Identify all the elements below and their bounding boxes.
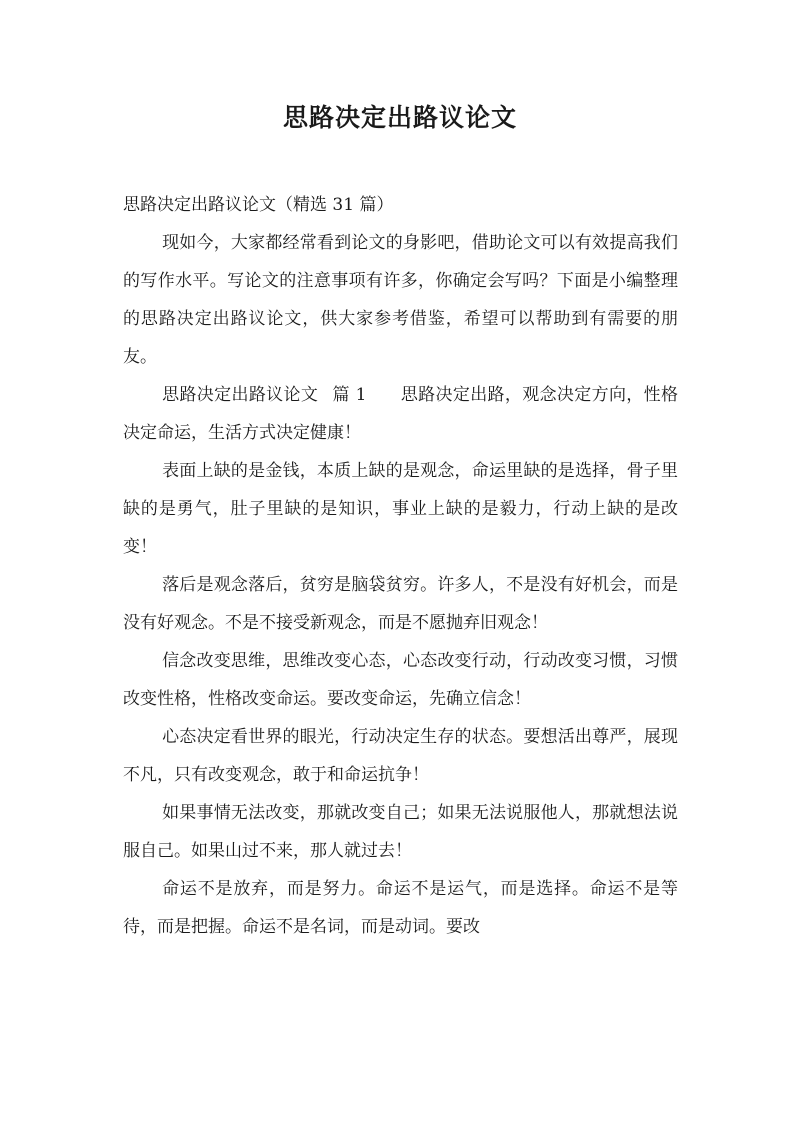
- body-paragraph: 命运不是放弃，而是努力。命运不是运气，而是选择。命运不是等待，而是把握。命运不是名词，而是动词。要改: [123, 879, 678, 937]
- document-title: 思路决定出路议论文: [282, 103, 517, 132]
- document-subtitle: 思路决定出路议论文（精选 31 篇）: [123, 195, 394, 215]
- document-body: [123, 186, 678, 946]
- body-paragraph: 如果事情无法改变，那就改变自己；如果无法说服他人，那就想法说服自己。如果山过不来，那人就过去！: [123, 803, 678, 861]
- body-paragraph: 落后是观念落后，贫穷是脑袋贫穷。许多人，不是没有好机会，而是没有好观念。不是不接受新观念，而是不愿抛弃旧观念！: [123, 575, 678, 633]
- section-lead: 思路决定出路，观念决定方向，性格决定命运，生活方式决定健康！: [123, 385, 678, 443]
- section-1-paragraph: [123, 376, 678, 452]
- intro-paragraph: 现如今，大家都经常看到论文的身影吧，借助论文可以有效提高我们的写作水平。写论文的注意事项有许多，你确定会写吗？下面是小编整理的思路决定出路议论文，供大家参考借鉴，希望可以帮助到有需要的朋友。: [123, 233, 678, 367]
- section-number: 篇 1: [332, 385, 367, 405]
- body-paragraph: 信念改变思维，思维改变心态，心态改变行动，行动改变习惯，习惯改变性格，性格改变命运。要改变命运，先确立信念！: [123, 651, 678, 709]
- body-paragraph: 心态决定看世界的眼光，行动决定生存的状态。要想活出尊严，展现不凡，只有改变观念，敢于和命运抗争！: [123, 727, 678, 785]
- section-heading: 思路决定出路议论文: [162, 385, 319, 405]
- body-paragraph: 表面上缺的是金钱，本质上缺的是观念，命运里缺的是选择，骨子里缺的是勇气，肚子里缺的是知识，事业上缺的是毅力，行动上缺的是改变！: [123, 461, 678, 557]
